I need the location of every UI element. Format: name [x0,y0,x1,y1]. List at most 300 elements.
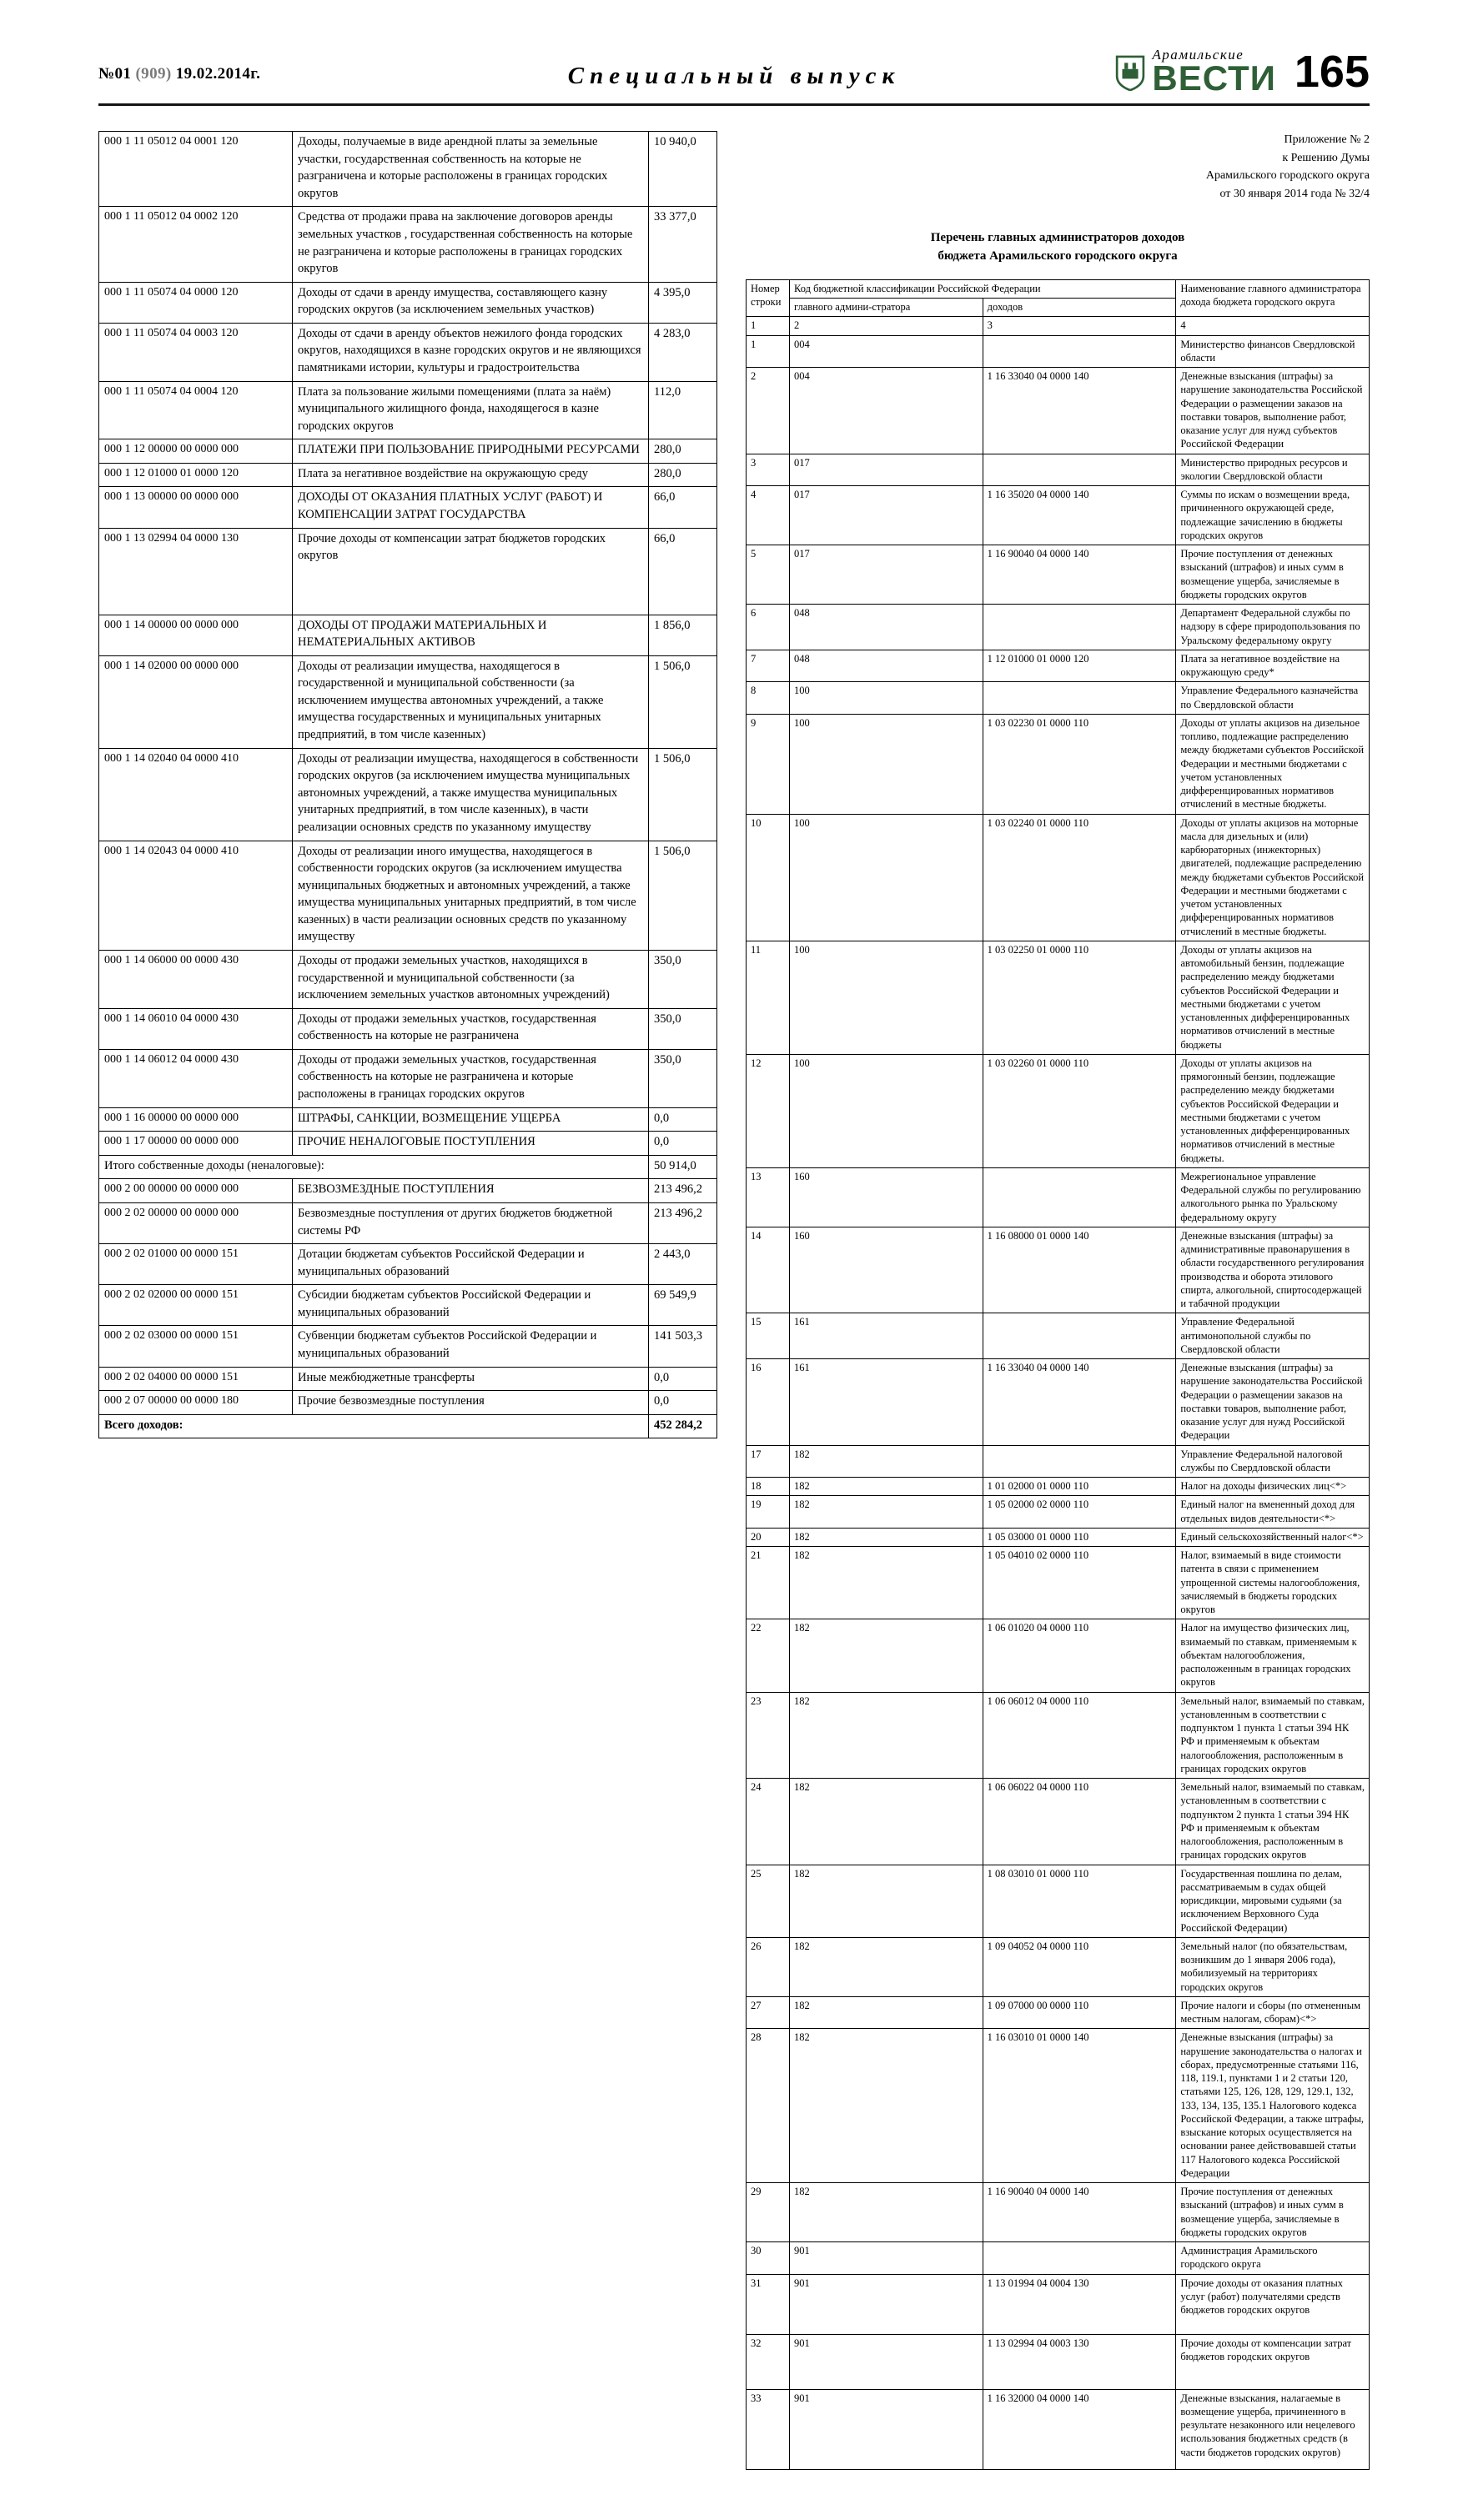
revenue-description-cell: Субсидии бюджетам субъектов Российской Федерации и муниципальных образований [293,1285,649,1326]
admin-income-row [747,1619,1370,1692]
admin-code-cell: 100 [790,682,983,715]
row-number-cell: 17 [747,1445,790,1478]
budget-code-cell: 000 1 11 05012 04 0001 120 [99,132,293,207]
admin-code-cell: 160 [790,1167,983,1227]
budget-code-cell: 000 2 02 00000 00 0000 000 [99,1202,293,1243]
header-admin-name: Наименование главного администратора дохода бюджета городского округа [1176,279,1370,317]
revenue-amount-cell: 280,0 [649,439,717,464]
budget-code-cell: 000 1 11 05012 04 0002 120 [99,207,293,282]
income-name-cell: Управление Федеральной антимонопольной службы по Свердловской области [1176,1313,1370,1359]
revenue-amount-cell: 1 506,0 [649,748,717,841]
row-number-cell: 2 [747,368,790,454]
kbk-code-cell: 1 16 08000 01 0000 140 [983,1227,1176,1313]
income-name-cell: Управление Федеральной налоговой службы по Свердловской области [1176,1445,1370,1478]
income-name-cell: Прочие доходы от оказания платных услуг (работ) получателями средств бюджетов городских округов [1176,2274,1370,2334]
income-name-cell: Налог на имущество физических лиц, взимаемый по ставкам, применяемым к объектам налогообложения, расположенным в границах городских округов [1176,1619,1370,1692]
revenue-description-cell: Доходы, получаемые в виде арендной платы за земельные участки, государственная собственность на которые не разграничена и которые расположены в границах городских округов [293,132,649,207]
admin-department-row [747,682,1370,715]
admins-header-row [747,279,1370,298]
budget-code-cell: 000 2 07 00000 00 0000 180 [99,1391,293,1415]
row-number-cell: 19 [747,1496,790,1529]
row-number-cell: 32 [747,2334,790,2389]
budget-code-cell: 000 1 11 05074 04 0003 120 [99,323,293,381]
income-name-cell: Единый сельскохозяйственный налог<*> [1176,1528,1370,1546]
page-number: 165 [1294,47,1370,98]
budget-code-cell: 000 1 16 00000 00 0000 000 [99,1107,293,1132]
row-number-cell: 11 [747,941,790,1054]
revenue-description-cell: Плата за негативное воздействие на окружающую среду [293,463,649,487]
issue-prefix: №01 [98,65,132,83]
revenue-table-body [99,132,717,1438]
kbk-code-cell: 1 03 02230 01 0000 110 [983,714,1176,814]
revenue-description-cell: Средства от продажи права на заключение договоров аренды земельных участков , государственная собственность на которые не разграничена и которые расположены в границах городских округов [293,207,649,282]
revenue-description-cell: Доходы от реализации имущества, находящегося в государственной и муниципальной собственности (за исключением имущества автономных учреждений, а также имущества государственных и муниципальных унитарных предприятий, в том числе казенных) [293,655,649,748]
row-number-cell: 27 [747,1996,790,2029]
income-name-cell: Налог, взимаемый в виде стоимости патента в связи с применением упрощенной системы налогообложения, зачисляемый в бюджеты городских округов [1176,1547,1370,1619]
subheader-admin: главного админи-стратора [790,299,983,317]
kbk-code-cell: 1 01 02000 01 0000 110 [983,1478,1176,1496]
income-name-cell: Доходы от уплаты акцизов на моторные масла для дизельных и (или) карбюраторных (инжекторных) двигателей, подлежащие распределению между бюджетами субъектов Российской Федерации и местными бюджетами с учетом установленных дифференцированных нормативов отчислений в местные бюджеты. [1176,814,1370,941]
income-name-cell: Министерство финансов Свердловской области [1176,335,1370,368]
revenue-row [99,323,717,381]
admin-income-row [747,814,1370,941]
budget-code-cell: 000 1 14 06010 04 0000 430 [99,1008,293,1049]
admin-income-row [747,486,1370,545]
kbk-code-cell [983,335,1176,368]
income-name-cell: Плата за негативное воздействие на окружающую среду* [1176,650,1370,682]
row-number-cell: 4 [747,486,790,545]
budget-code-cell: 000 1 14 06000 00 0000 430 [99,951,293,1009]
admin-department-row [747,605,1370,650]
revenue-description-cell: Доходы от сдачи в аренду имущества, составляющего казну городских округов (за исключением земельных участков) [293,282,649,323]
admin-income-row [747,2183,1370,2242]
brand-text [1152,47,1276,98]
column-number-cell: 1 [747,317,790,335]
revenue-row [99,1367,717,1391]
revenue-description-cell: ШТРАФЫ, САНКЦИИ, ВОЗМЕЩЕНИЕ УЩЕРБА [293,1107,649,1132]
kbk-code-cell [983,2242,1176,2275]
admin-income-row [747,1359,1370,1446]
revenue-row [99,132,717,207]
revenue-description-cell: Безвозмездные поступления от других бюджетов бюджетной системы РФ [293,1202,649,1243]
revenue-amount-cell: 141 503,3 [649,1326,717,1367]
revenue-row [99,1155,717,1179]
revenue-amount-cell: 350,0 [649,1049,717,1107]
revenue-description-cell: Доходы от продажи земельных участков, государственная собственность на которые не разграничена [293,1008,649,1049]
admin-code-cell: 161 [790,1313,983,1359]
admin-income-row [747,1547,1370,1619]
revenue-amount-cell: 350,0 [649,1008,717,1049]
admin-income-row [747,1528,1370,1546]
revenue-row [99,1049,717,1107]
revenue-row [99,655,717,748]
admin-code-cell: 161 [790,1359,983,1446]
budget-code-cell: 000 1 13 02994 04 0000 130 [99,528,293,615]
masthead [98,48,1370,106]
kbk-code-cell: 1 16 90040 04 0000 140 [983,545,1176,605]
newspaper-logo [1115,47,1276,98]
revenue-row [99,1244,717,1285]
revenue-description-cell: ДОХОДЫ ОТ ОКАЗАНИЯ ПЛАТНЫХ УСЛУГ (РАБОТ) И КОМПЕНСАЦИИ ЗАТРАТ ГОСУДАРСТВА [293,487,649,528]
header-row-number: Номер строки [747,279,790,317]
income-name-cell: Доходы от уплаты акцизов на дизельное топливо, подлежащие распределению между бюджетами субъектов Российской Федерации и местными бюджетами с учетом установленных дифференцированных нормативов отчислений в местные бюджеты. [1176,714,1370,814]
row-number-cell: 29 [747,2183,790,2242]
budget-code-cell: 000 2 02 03000 00 0000 151 [99,1326,293,1367]
budget-code-cell: 000 1 12 00000 00 0000 000 [99,439,293,464]
revenue-amount-cell: 66,0 [649,528,717,615]
revenue-row [99,615,717,655]
issue-info [98,65,260,95]
admin-income-row [747,545,1370,605]
revenue-description-cell: Доходы от продажи земельных участков, государственная собственность на которые не разграничена и которые расположены в границах городских округов [293,1049,649,1107]
budget-code-cell: 000 2 00 00000 00 0000 000 [99,1179,293,1203]
revenue-amount-cell: 4 395,0 [649,282,717,323]
row-number-cell: 5 [747,545,790,605]
revenue-row [99,207,717,282]
income-name-cell: Земельный налог (по обязательствам, возникшим до 1 января 2006 года), мобилизуемый на территориях городских округов [1176,1937,1370,1996]
revenue-amount-cell: 213 496,2 [649,1179,717,1203]
revenue-amount-cell: 280,0 [649,463,717,487]
admin-code-cell: 004 [790,335,983,368]
revenue-row [99,841,717,950]
revenue-amount-cell: 50 914,0 [649,1155,717,1179]
kbk-code-cell [983,605,1176,650]
kbk-code-cell: 1 05 03000 01 0000 110 [983,1528,1176,1546]
admin-code-cell: 048 [790,605,983,650]
revenue-description-cell: БЕЗВОЗМЕЗДНЫЕ ПОСТУПЛЕНИЯ [293,1179,649,1203]
row-number-cell: 22 [747,1619,790,1692]
admin-income-row [747,1227,1370,1313]
admin-income-row [747,714,1370,814]
kbk-code-cell: 1 16 33040 04 0000 140 [983,1359,1176,1446]
admin-income-row [747,2389,1370,2469]
revenue-amount-cell: 0,0 [649,1391,717,1415]
admin-code-cell: 017 [790,454,983,486]
revenue-summary-label: Всего доходов: [99,1414,649,1438]
admin-code-cell: 182 [790,1779,983,1865]
admin-code-cell: 004 [790,368,983,454]
revenue-description-cell: Доходы от реализации имущества, находящегося в собственности городских округов (за исключением имущества муниципальных автономных учреждений, а также имущества муниципальных унитарных предприятий, в том числе казенных), в части реализации основных средств по указанному имуществу [293,748,649,841]
admin-code-cell: 182 [790,1692,983,1779]
row-number-cell: 12 [747,1054,790,1167]
revenue-description-cell: ПРОЧИЕ НЕНАЛОГОВЫЕ ПОСТУПЛЕНИЯ [293,1132,649,1156]
revenue-amount-cell: 33 377,0 [649,207,717,282]
admin-code-cell: 901 [790,2334,983,2389]
income-name-cell: Денежные взыскания (штрафы) за нарушение законодательства Российской Федерации о размещении заказов на поставки товаров, выполнение работ, оказание услуг для нужд Российской Федерации [1176,1359,1370,1446]
admin-code-cell: 182 [790,1528,983,1546]
revenue-row [99,463,717,487]
admin-code-cell: 901 [790,2389,983,2469]
column-number-cell: 4 [1176,317,1370,335]
admin-code-cell: 182 [790,1937,983,1996]
kbk-code-cell [983,1167,1176,1227]
admin-income-row [747,941,1370,1054]
kbk-code-cell: 1 05 02000 02 0000 110 [983,1496,1176,1529]
income-name-cell: Министерство природных ресурсов и экологии Свердловской области [1176,454,1370,486]
income-name-cell: Денежные взыскания (штрафы) за административные правонарушения в области государственного регулирования производства и оборота этилового спирта, алкогольной, спиртосодержащей и табачной продукции [1176,1227,1370,1313]
revenue-amount-cell: 10 940,0 [649,132,717,207]
income-name-cell: Прочие налоги и сборы (по отмененным местным налогам, сборам)<*> [1176,1996,1370,2029]
subheader-income: доходов [983,299,1176,317]
budget-code-cell: 000 1 13 00000 00 0000 000 [99,487,293,528]
kbk-code-cell: 1 16 35020 04 0000 140 [983,486,1176,545]
income-name-cell: Земельный налог, взимаемый по ставкам, установленным в соответствии с подпунктом 1 пункта 1 статьи 394 НК РФ и применяемым к объектам налогообложения, расположенным в границах городских округов [1176,1692,1370,1779]
revenue-row [99,381,717,439]
brand-name-top: Арамильские [1152,47,1244,63]
row-number-cell: 18 [747,1478,790,1496]
revenue-row [99,439,717,464]
admin-income-row [747,1937,1370,1996]
budget-code-cell: 000 1 14 02043 04 0000 410 [99,841,293,950]
budget-code-cell: 000 1 14 06012 04 0000 430 [99,1049,293,1107]
income-name-cell: Департамент Федеральной службы по надзору в сфере природопользования по Уральскому федеральному округу [1176,605,1370,650]
row-number-cell: 6 [747,605,790,650]
row-number-cell: 25 [747,1865,790,1937]
revenue-description-cell: ДОХОДЫ ОТ ПРОДАЖИ МАТЕРИАЛЬНЫХ И НЕМАТЕРИАЛЬНЫХ АКТИВОВ [293,615,649,655]
kbk-code-cell: 1 03 02250 01 0000 110 [983,941,1176,1054]
row-number-cell: 30 [747,2242,790,2275]
issue-number: (909) [135,65,172,83]
revenue-row [99,1008,717,1049]
kbk-code-cell: 1 06 06022 04 0000 110 [983,1779,1176,1865]
admins-table-title [746,228,1370,266]
admin-code-cell: 100 [790,1054,983,1167]
emblem-icon [1115,54,1145,95]
kbk-code-cell: 1 03 02240 01 0000 110 [983,814,1176,941]
row-number-cell: 20 [747,1528,790,1546]
revenue-row [99,951,717,1009]
revenue-amount-cell: 0,0 [649,1132,717,1156]
admin-income-row [747,1054,1370,1167]
annex-line: от 30 января 2014 года № 32/4 [1219,188,1370,201]
issue-date: 19.02.2014г. [175,65,261,83]
revenue-description-cell: Плата за пользование жилыми помещениями (плата за наём) муниципального жилищного фонда, находящегося в казне городских округов [293,381,649,439]
admin-code-cell: 100 [790,941,983,1054]
budget-code-cell: 000 2 02 02000 00 0000 151 [99,1285,293,1326]
admin-code-cell: 182 [790,2029,983,2183]
revenue-row [99,1132,717,1156]
revenue-description-cell: Доходы от реализации иного имущества, находящегося в собственности городских округов (за исключением имущества муниципальных бюджетных и автономных учреждений, а также имущества муниципальных унитарных предприятий, в том числе казенных) в части реализации основных средств по указанному имуществу [293,841,649,950]
kbk-code-cell [983,1445,1176,1478]
income-name-cell: Государственная пошлина по делам, рассматриваемым в судах общей юрисдикции, мировыми судьями (за исключением Верховного Суда Российской Федерации) [1176,1865,1370,1937]
admins-table-body [747,317,1370,2469]
admin-income-row [747,2334,1370,2389]
income-name-cell: Прочие поступления от денежных взысканий (штрафов) и иных сумм в возмещение ущерба, зачисляемые в бюджеты городских округов [1176,2183,1370,2242]
page-content [98,131,1370,2470]
admins-title-line: бюджета Арамильского городского округа [938,249,1178,264]
admin-income-row [747,1692,1370,1779]
brand-name-bottom: ВЕСТИ [1152,58,1276,98]
revenue-amount-cell: 1 506,0 [649,655,717,748]
right-column [746,131,1370,2470]
budget-code-cell: 000 1 12 01000 01 0000 120 [99,463,293,487]
kbk-code-cell [983,1313,1176,1359]
admin-code-cell: 182 [790,1445,983,1478]
brand-block [1115,47,1370,98]
annex-line: к Решению Думы [1282,151,1370,164]
budget-code-cell: 000 1 17 00000 00 0000 000 [99,1132,293,1156]
admin-department-row [747,1445,1370,1478]
admin-code-cell: 160 [790,1227,983,1313]
budget-code-cell: 000 1 14 02000 00 0000 000 [99,655,293,748]
income-name-cell: Денежные взыскания, налагаемые в возмещение ущерба, причиненного в результате незаконного или нецелевого использования бюджетных средств (в части бюджетов городских округов) [1176,2389,1370,2469]
revenue-row [99,282,717,323]
income-name-cell: Суммы по искам о возмещении вреда, причиненного окружающей среде, подлежащие зачислению в бюджеты городских округов [1176,486,1370,545]
revenue-amount-cell: 2 443,0 [649,1244,717,1285]
income-name-cell: Администрация Арамильского городского округа [1176,2242,1370,2275]
admin-income-row [747,1779,1370,1865]
income-name-cell: Прочие доходы от компенсации затрат бюджетов городских округов [1176,2334,1370,2389]
admin-income-row [747,650,1370,682]
income-name-cell: Прочие поступления от денежных взысканий (штрафов) и иных сумм в возмещение ущерба, зачисляемые в бюджеты городских округов [1176,545,1370,605]
admin-department-row [747,454,1370,486]
admin-code-cell: 100 [790,714,983,814]
row-number-cell: 3 [747,454,790,486]
revenue-row [99,528,717,615]
admin-income-row [747,2274,1370,2334]
admin-code-cell: 100 [790,814,983,941]
row-number-cell: 21 [747,1547,790,1619]
revenue-row [99,1414,717,1438]
admins-title-line: Перечень главных администраторов доходов [930,230,1185,244]
kbk-code-cell: 1 09 07000 00 0000 110 [983,1996,1176,2029]
revenue-description-cell: Прочие безвозмездные поступления [293,1391,649,1415]
budget-code-cell: 000 2 02 04000 00 0000 151 [99,1367,293,1391]
column-number-cell: 2 [790,317,983,335]
kbk-code-cell [983,682,1176,715]
admin-income-row [747,1496,1370,1529]
admin-income-row [747,1865,1370,1937]
kbk-code-cell: 1 16 33040 04 0000 140 [983,368,1176,454]
row-number-cell: 33 [747,2389,790,2469]
left-column [98,131,717,1438]
revenue-row [99,1391,717,1415]
kbk-code-cell: 1 03 02260 01 0000 110 [983,1054,1176,1167]
revenue-row [99,487,717,528]
admin-income-row [747,2029,1370,2183]
row-number-cell: 9 [747,714,790,814]
row-number-cell: 15 [747,1313,790,1359]
kbk-code-cell: 1 16 32000 04 0000 140 [983,2389,1176,2469]
admin-department-row [747,1167,1370,1227]
income-name-cell: Доходы от уплаты акцизов на автомобильный бензин, подлежащие распределению между бюджетами субъектов Российской Федерации и местными бюджетами с учетом установленных дифференцированных нормативов отчислений в местные бюджеты [1176,941,1370,1054]
admin-code-cell: 901 [790,2274,983,2334]
annex-line: Приложение № 2 [1284,133,1370,147]
budget-code-cell: 000 1 11 05074 04 0000 120 [99,282,293,323]
kbk-code-cell: 1 16 03010 01 0000 140 [983,2029,1176,2183]
annex-line: Арамильского городского округа [1205,169,1370,183]
admin-code-cell: 182 [790,2183,983,2242]
income-name-cell: Управление Федерального казначейства по Свердловской области [1176,682,1370,715]
column-numbering-row [747,317,1370,335]
kbk-code-cell: 1 16 90040 04 0000 140 [983,2183,1176,2242]
revenue-description-cell: ПЛАТЕЖИ ПРИ ПОЛЬЗОВАНИЕ ПРИРОДНЫМИ РЕСУРСАМИ [293,439,649,464]
admin-department-row [747,2242,1370,2275]
row-number-cell: 1 [747,335,790,368]
revenue-description-cell: Дотации бюджетам субъектов Российской Федерации и муниципальных образований [293,1244,649,1285]
admin-code-cell: 901 [790,2242,983,2275]
income-name-cell: Межрегиональное управление Федеральной службы по регулированию алкогольного рынка по Уральскому федеральному округу [1176,1167,1370,1227]
revenue-description-cell: Доходы от продажи земельных участков, находящихся в государственной и муниципальной собственности (за исключением земельных участков автономных учреждений) [293,951,649,1009]
row-number-cell: 10 [747,814,790,941]
admins-table-head [747,279,1370,317]
kbk-code-cell: 1 08 03010 01 0000 110 [983,1865,1176,1937]
revenue-amount-cell: 1 856,0 [649,615,717,655]
row-number-cell: 13 [747,1167,790,1227]
revenue-amount-cell: 112,0 [649,381,717,439]
revenue-amount-cell: 4 283,0 [649,323,717,381]
budget-code-cell: 000 2 02 01000 00 0000 151 [99,1244,293,1285]
revenue-row [99,1285,717,1326]
revenue-amount-cell: 69 549,9 [649,1285,717,1326]
kbk-code-cell: 1 12 01000 01 0000 120 [983,650,1176,682]
kbk-code-cell [983,454,1176,486]
row-number-cell: 23 [747,1692,790,1779]
budget-code-cell: 000 1 11 05074 04 0004 120 [99,381,293,439]
header-kbk-group: Код бюджетной классификации Российской Федерации [790,279,1176,298]
admin-income-row [747,1478,1370,1496]
revenue-description-cell: Иные межбюджетные трансферты [293,1367,649,1391]
row-number-cell: 28 [747,2029,790,2183]
income-name-cell: Налог на доходы физических лиц<*> [1176,1478,1370,1496]
admin-department-row [747,1313,1370,1359]
kbk-code-cell: 1 06 06012 04 0000 110 [983,1692,1176,1779]
annex-block [746,131,1370,203]
revenue-description-cell: Доходы от сдачи в аренду объектов нежилого фонда городских округов, находящихся в казне городских округов и не являющихся памятниками истории, культуры и градостроительства [293,323,649,381]
admins-table [746,279,1370,2470]
admin-code-cell: 017 [790,545,983,605]
revenue-row [99,1107,717,1132]
revenue-amount-cell: 66,0 [649,487,717,528]
budget-code-cell: 000 1 14 00000 00 0000 000 [99,615,293,655]
row-number-cell: 8 [747,682,790,715]
revenue-amount-cell: 350,0 [649,951,717,1009]
admin-income-row [747,368,1370,454]
revenue-description-cell: Прочие доходы от компенсации затрат бюджетов городских округов [293,528,649,615]
revenue-amount-cell: 0,0 [649,1367,717,1391]
revenue-table [98,131,717,1438]
revenue-amount-cell: 452 284,2 [649,1414,717,1438]
edition-title: Специальный выпуск [567,63,901,90]
revenue-amount-cell: 213 496,2 [649,1202,717,1243]
kbk-code-cell: 1 13 02994 04 0003 130 [983,2334,1176,2389]
row-number-cell: 7 [747,650,790,682]
income-name-cell: Земельный налог, взимаемый по ставкам, установленным в соответствии с подпунктом 2 пункта 1 статьи 394 НК РФ и применяемым к объектам налогообложения, расположенным в границах городских округов [1176,1779,1370,1865]
income-name-cell: Доходы от уплаты акцизов на прямогонный бензин, подлежащие распределению между бюджетами субъектов Российской Федерации и местными бюджетами с учетом установленных дифференцированных нормативов отчислений в местные бюджеты. [1176,1054,1370,1167]
kbk-code-cell: 1 06 01020 04 0000 110 [983,1619,1176,1692]
revenue-summary-label: Итого собственные доходы (неналоговые): [99,1155,649,1179]
row-number-cell: 16 [747,1359,790,1446]
revenue-description-cell: Субвенции бюджетам субъектов Российской Федерации и муниципальных образований [293,1326,649,1367]
admin-code-cell: 182 [790,1496,983,1529]
kbk-code-cell: 1 09 04052 04 0000 110 [983,1937,1176,1996]
admin-code-cell: 182 [790,1619,983,1692]
admin-code-cell: 182 [790,1996,983,2029]
row-number-cell: 24 [747,1779,790,1865]
income-name-cell: Денежные взыскания (штрафы) за нарушение законодательства Российской Федерации о размещении заказов на поставки товаров, выполнение работ, оказание услуг для нужд субъектов Российской Федерации [1176,368,1370,454]
admin-code-cell: 017 [790,486,983,545]
revenue-row [99,1202,717,1243]
admin-income-row [747,1996,1370,2029]
revenue-row [99,1326,717,1367]
budget-code-cell: 000 1 14 02040 04 0000 410 [99,748,293,841]
admin-code-cell: 182 [790,1547,983,1619]
row-number-cell: 31 [747,2274,790,2334]
admin-code-cell: 182 [790,1478,983,1496]
revenue-row [99,748,717,841]
admin-department-row [747,335,1370,368]
admin-code-cell: 048 [790,650,983,682]
